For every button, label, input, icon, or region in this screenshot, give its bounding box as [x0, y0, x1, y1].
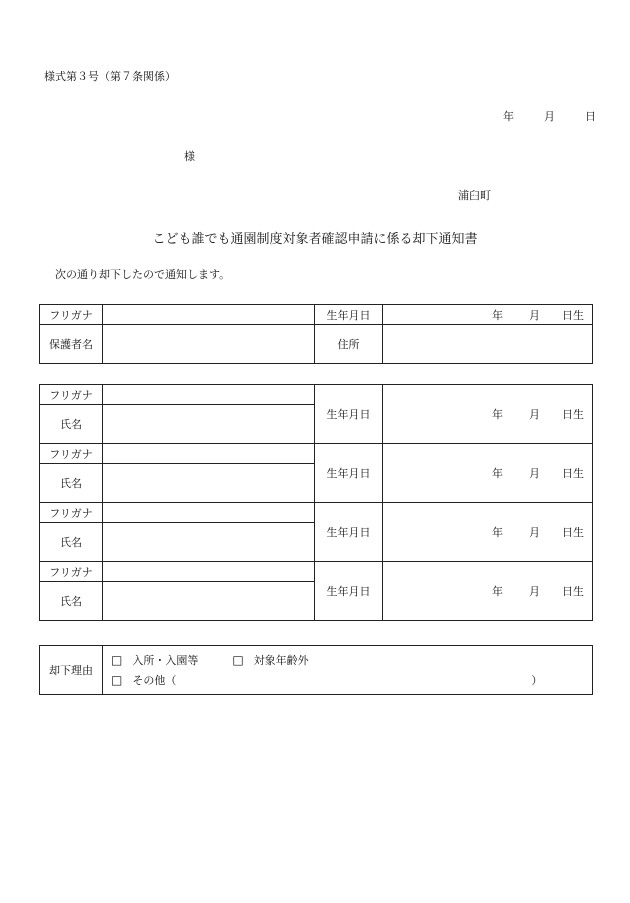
child-furigana-field[interactable] — [103, 444, 315, 464]
reason-label: 却下理由 — [40, 646, 103, 695]
guardian-address-field[interactable] — [383, 325, 593, 364]
child-name-field[interactable] — [103, 582, 315, 621]
child-name-field[interactable] — [103, 523, 315, 562]
reason-table — [39, 645, 593, 695]
birth-month-label: 月 — [529, 585, 540, 598]
child-birth-field[interactable] — [383, 385, 593, 444]
date-year: 年 — [503, 110, 514, 123]
birth-day-label: 日生 — [562, 526, 584, 539]
guardian-address-label: 住所 — [315, 325, 383, 364]
date-day: 日 — [585, 110, 596, 123]
child-furigana-label: フリガナ — [40, 385, 103, 405]
child-furigana-label: フリガナ — [40, 444, 103, 464]
option-admission-label: 入所・入園等 — [132, 654, 199, 667]
form-number: 様式第３号（第７条関係） — [44, 70, 176, 83]
child-furigana-field[interactable] — [103, 385, 315, 405]
birth-month-label: 月 — [529, 526, 540, 539]
guardian-name-field[interactable] — [103, 325, 315, 364]
child-birth-label: 生年月日 — [315, 562, 383, 621]
child-name-label: 氏名 — [40, 582, 103, 621]
guardian-furigana-field[interactable] — [103, 305, 315, 325]
option-other-label: その他（ — [132, 674, 177, 687]
child-birth-label: 生年月日 — [315, 444, 383, 503]
child-furigana-label: フリガナ — [40, 503, 103, 523]
children-table — [39, 384, 593, 621]
child-birth-label: 生年月日 — [315, 385, 383, 444]
child-birth-label: 生年月日 — [315, 503, 383, 562]
intro-text: 次の通り却下したので通知します。 — [55, 268, 231, 281]
issuer: 浦臼町 — [458, 189, 491, 202]
child-birth-field[interactable] — [383, 562, 593, 621]
checkbox-other[interactable]: □ — [111, 673, 123, 687]
child-birth-field[interactable] — [383, 444, 593, 503]
close-paren: ） — [531, 674, 543, 687]
birth-month-label: 月 — [529, 308, 540, 322]
guardian-name-label: 保護者名 — [40, 325, 103, 364]
birth-year-label: 年 — [492, 585, 503, 598]
birth-day-label: 日生 — [562, 467, 584, 480]
guardian-birth-label: 生年月日 — [315, 305, 383, 325]
option-age-label: 対象年齢外 — [253, 654, 309, 667]
birth-year-label: 年 — [492, 308, 503, 322]
birth-year-label: 年 — [492, 408, 503, 421]
checkbox-age[interactable]: □ — [232, 653, 244, 667]
reason-options — [103, 646, 593, 695]
date-month: 月 — [544, 110, 555, 123]
child-name-label: 氏名 — [40, 464, 103, 503]
birth-day-label: 日生 — [562, 585, 584, 598]
child-furigana-label: フリガナ — [40, 562, 103, 582]
date-line — [503, 108, 596, 124]
child-name-label: 氏名 — [40, 405, 103, 444]
birth-year-label: 年 — [492, 467, 503, 480]
birth-year-label: 年 — [492, 526, 503, 539]
addressee-suffix: 様 — [184, 150, 195, 163]
birth-month-label: 月 — [529, 408, 540, 421]
child-name-field[interactable] — [103, 464, 315, 503]
page-title: こども誰でも通園制度対象者確認申請に係る却下通知書 — [152, 232, 478, 247]
birth-month-label: 月 — [529, 467, 540, 480]
birth-day-label: 日生 — [562, 408, 584, 421]
child-furigana-field[interactable] — [103, 562, 315, 582]
guardian-birth-field[interactable] — [383, 305, 593, 325]
child-birth-field[interactable] — [383, 503, 593, 562]
birth-day-label: 日生 — [562, 308, 584, 322]
child-name-label: 氏名 — [40, 523, 103, 562]
checkbox-admission[interactable]: □ — [111, 653, 123, 667]
child-furigana-field[interactable] — [103, 503, 315, 523]
guardian-table — [39, 304, 593, 364]
child-name-field[interactable] — [103, 405, 315, 444]
guardian-furigana-label: フリガナ — [40, 305, 103, 325]
